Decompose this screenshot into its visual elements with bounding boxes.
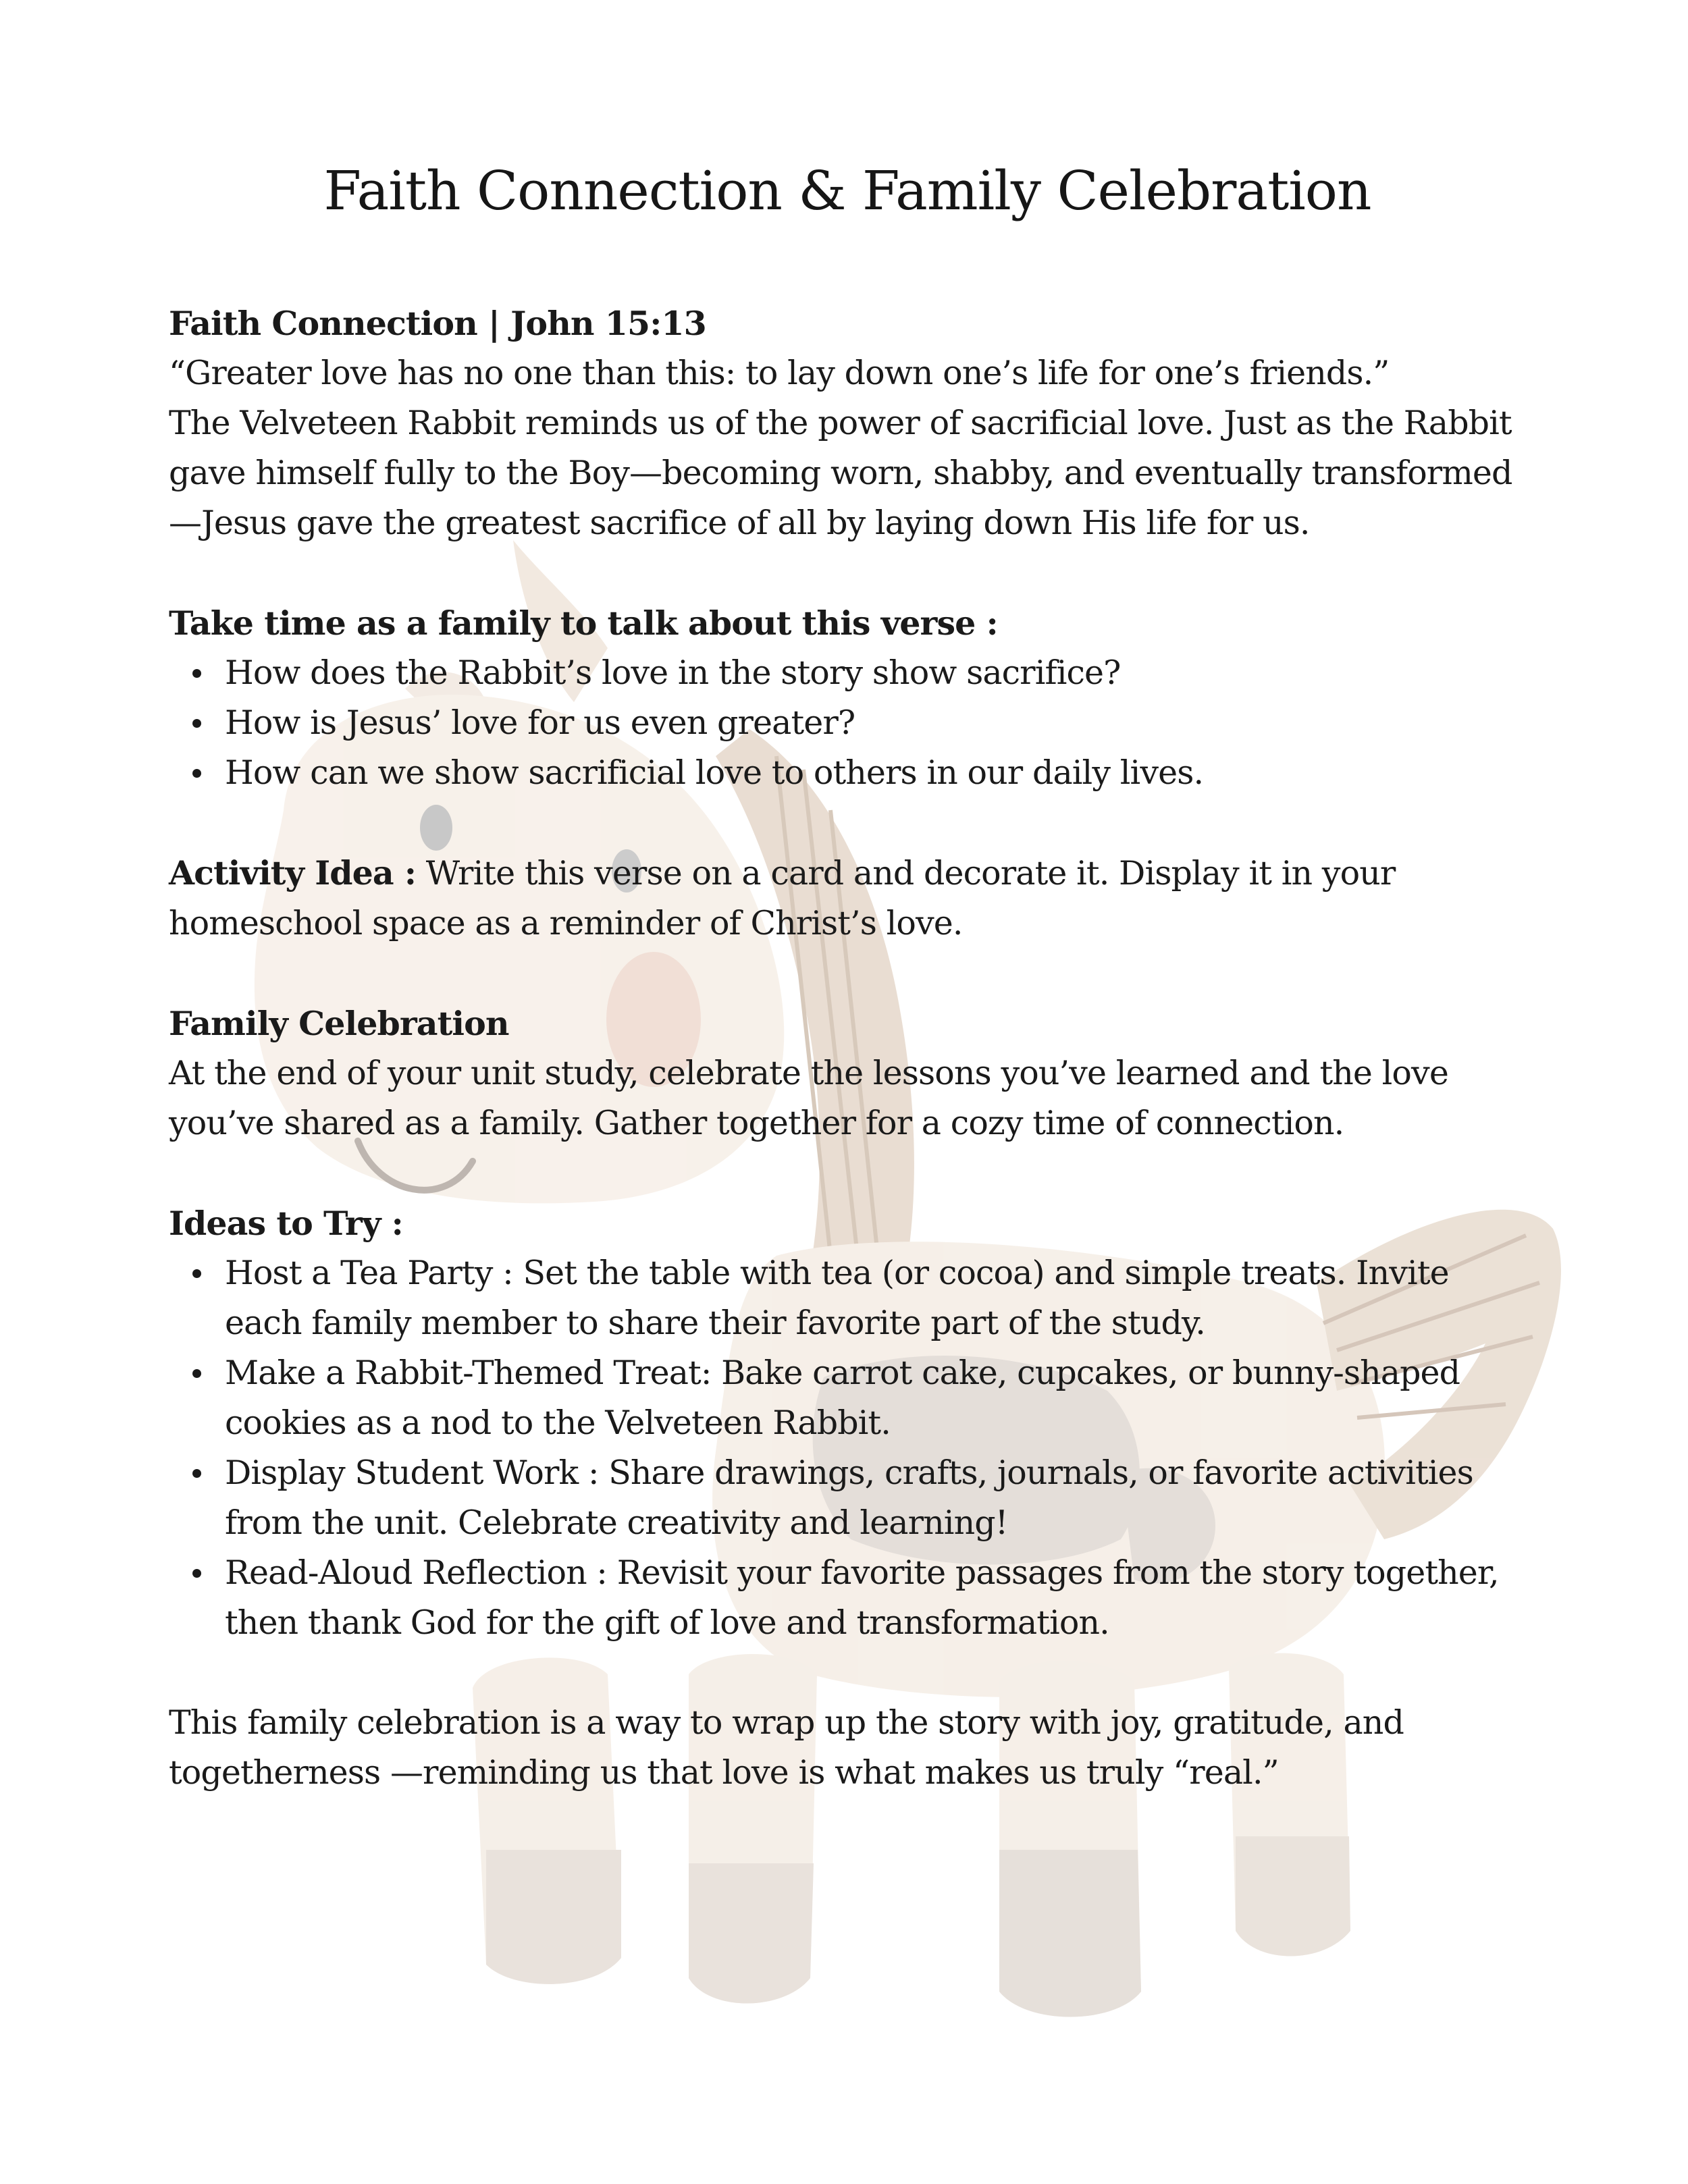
family-celebration-heading: Family Celebration — [169, 1004, 509, 1043]
ideas-list — [169, 1248, 1526, 1648]
discussion-heading: Take time as a family to talk about this verse : — [169, 604, 998, 643]
discussion-item: How can we show sacrificial love to others in our daily lives. — [225, 748, 1526, 798]
discussion-item: How does the Rabbit’s love in the story show sacrifice? — [225, 648, 1526, 698]
activity-text: Write this verse on a card and decorate it. Display it in your homeschool space as a reminder of Christ’s love. — [169, 854, 1396, 942]
faith-connection-heading: Faith Connection | John 15:13 — [169, 304, 706, 343]
activity-idea — [169, 848, 1526, 949]
family-celebration-text: At the end of your unit study, celebrate the lessons you’ve learned and the love you’ve shared as a family. Gather together for a cozy time of connection. — [169, 1054, 1448, 1142]
document-body — [169, 298, 1526, 1798]
faith-paragraph: The Velveteen Rabbit reminds us of the power of sacrificial love. Just as the Rabbit gave himself fully to the Boy—becoming worn, shabby, and eventually transformed—Jesus gave the greatest sacrifice of all by laying down His life for us. — [169, 404, 1512, 542]
ideas-heading: Ideas to Try : — [169, 1204, 403, 1243]
closing-paragraph: This family celebration is a way to wrap up the story with joy, gratitude, and togetherness —reminding us that love is what makes us truly “real.” — [169, 1703, 1404, 1792]
page-title: Faith Connection & Family Celebration — [323, 159, 1371, 222]
activity-label: Activity Idea : — [169, 853, 417, 893]
idea-item: Host a Tea Party : Set the table with tea (or cocoa) and simple treats. Invite each family member to share their favorite part of the study. — [225, 1248, 1526, 1348]
idea-item: Display Student Work : Share drawings, crafts, journals, or favorite activities from the unit. Celebrate creativity and learning! — [225, 1448, 1526, 1548]
bible-verse: “Greater love has no one than this: to lay down one’s life for one’s friends.” — [169, 354, 1390, 392]
discussion-item: How is Jesus’ love for us even greater? — [225, 698, 1526, 748]
idea-item: Make a Rabbit-Themed Treat: Bake carrot cake, cupcakes, or bunny-shaped cookies as a nod to the Velveteen Rabbit. — [225, 1348, 1526, 1448]
discussion-list — [169, 648, 1526, 798]
idea-item: Read-Aloud Reflection : Revisit your favorite passages from the story together, then thank God for the gift of love and transformation. — [225, 1548, 1526, 1648]
